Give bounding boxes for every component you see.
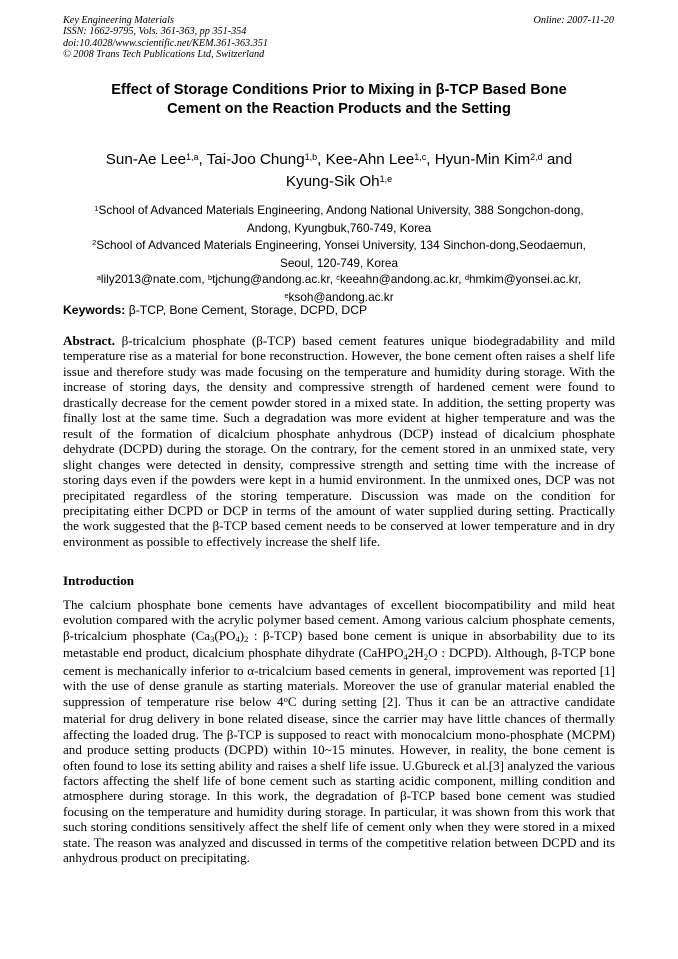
abstract-text: β-tricalcium phosphate (β-TCP) based cement features unique biodegradability and mild temperature rise as a material for bone reconstruction. However, the bone cement often raises a shelf life issue and therefore study was made focusing on the temperature and humidity during storage. With the increase of storing days, the density and compressive strength of hardened cement were found to drastically decrease for the cement powder stored in a mixed state. In addition, the setting property was finally lost at the same time. Such a degradation was more evident at higher temperature and was the result of the formation of dicalcium phosphate anhydrous (DCP) instead of dicalcium phosphate dehydrate (DCPD) during the storage. On the contrary, for the cement stored in an unmixed state, very slight changes were detected in density, compressive strength and setting time with the increase of storing days even if the powders were kept in a humid environment. In the unmixed ones, DCP was not precipitated regardless of the storing temperature. Discussion was made on the condition for precipitating either DCPD or DCP in terms of the amount of water supplied during setting. Practically the work suggested that the β-TCP based cement needs to be conserved at lower temperature and in dry environment as possible to effectively increase the shelf life. — [63, 333, 615, 549]
subscript: 4 — [235, 634, 240, 645]
author-affiliation-mark: 1,a — [186, 152, 199, 163]
intro-text: The calcium phosphate bone cements have advantages of excellent biocompatibility and mild heat evolution compared with the acrylic polymer based cement. Among various calcium phosphate cements, β-tricalcium phosphate (Ca — [63, 597, 615, 643]
author: Tai-Joo Chung — [206, 151, 305, 168]
author: Kee-Ahn Lee — [325, 151, 415, 168]
email-address: lily2013@nate.com — [100, 272, 202, 287]
abstract — [63, 333, 615, 549]
subscript: 3 — [210, 634, 215, 645]
affiliation-mark: 1 — [94, 203, 99, 213]
email-mark: e — [284, 291, 289, 301]
email-mark: d — [464, 272, 469, 282]
paper-title — [63, 81, 615, 119]
affiliation-1-line-2: Andong, Kyungbuk,760-749, Korea — [246, 221, 432, 236]
email-separator: , — [458, 272, 465, 287]
author-affiliation-mark: 1,c — [414, 152, 427, 163]
journal-name: Key Engineering Materials — [63, 15, 174, 26]
author: Sun-Ae Lee — [105, 151, 187, 168]
author: Kyung-Sik Oh — [285, 172, 380, 190]
abstract-label: Abstract. — [63, 333, 115, 348]
affiliation-2 — [63, 237, 615, 255]
intro-text: 2H — [407, 645, 424, 661]
email-address: tjchung@andong.ac.kr — [212, 272, 330, 287]
affiliation-1-line-1: School of Advanced Materials Engineering, Andong National University, 388 Songchon-dong, — [98, 203, 584, 217]
intro-text: O : DCPD). Although, β-TCP bone cement is mechanically inferior to α-tricalcium based cements in general, improvement was reported [1] with the use of dense granule as starting materials. Moreover the use of granular material enabled the suppression of temperature rise below 4 — [63, 645, 615, 709]
email-address: keeahn@andong.ac.kr — [340, 272, 459, 287]
introduction-paragraph — [63, 597, 615, 866]
doi-line: doi:10.4028/www.scientific.net/KEM.361-363.351 — [63, 37, 268, 49]
email-mark: a — [96, 272, 101, 282]
section-heading: Introduction — [63, 573, 135, 588]
issn-line: ISSN: 1662-9795, Vols. 361-363, pp 351-354 — [63, 26, 247, 38]
email-address: ksoh@andong.ac.kr — [288, 290, 394, 305]
subscript: 2 — [423, 651, 429, 662]
subscript: 4 — [403, 651, 408, 662]
affiliation-2-line-1: School of Advanced Materials Engineering, Yonsei University, 134 Sinchon-dong,Seodaemun, — [96, 237, 586, 252]
email-list — [63, 271, 615, 289]
email-mark: c — [336, 272, 341, 282]
author-affiliation-mark: 2,d — [530, 152, 543, 163]
affiliation-1 — [63, 202, 615, 220]
superscript: o — [283, 693, 288, 704]
intro-text: (PO — [214, 627, 236, 643]
email-address: hmkim@yonsei.ac.kr — [468, 272, 578, 287]
intro-text: : β-TCP) based bone cement is unique in absorbability due to its metastable end product, dicalcium phosphate dihydrate (CaHPO — [63, 627, 615, 661]
email-separator: , — [578, 272, 582, 287]
intro-text: ) — [239, 627, 245, 643]
affiliations — [63, 202, 615, 308]
email-separator: , — [201, 272, 208, 287]
author-affiliation-mark: 1,e — [379, 173, 393, 184]
keywords-text: β-TCP, Bone Cement, Storage, DCPD, DCP — [125, 303, 368, 317]
online-date: Online: 2007-11-20 — [533, 15, 614, 26]
title-line-2: Cement on the Reaction Products and the Setting — [167, 101, 511, 117]
author-separator: , — [426, 151, 435, 168]
copyright-line: © 2008 Trans Tech Publications Ltd, Switzerland — [63, 49, 265, 61]
author: Hyun-Min Kim — [434, 151, 531, 168]
subscript: 2 — [244, 634, 249, 645]
author-separator: , — [317, 151, 326, 168]
keywords-label: Keywords: — [63, 303, 126, 317]
intro-text: C during setting [2]. Thus it can be an attractive candidate material for drug delivery in bone related disease, since the carrier may have little chances of thermally affecting the loaded drug. The β-TCP is supposed to react with monocalcium mono-phosphate (MCPM) and produce setting products (DCPD) within 10~15 minutes. However, in reality, the bone cement is often found to lose its setting ability and raises a shelf life issue. U.Gbureck et al.[3] analyzed the various factors affecting the shelf life of bone cement such as starting acidic component, milling condition and atmosphere during storage. In this work, the degradation of β-TCP based bone cement was studied focusing on the temperature and humidity during storage. In particular, it was shown from this work that such storing conditions sensitively affect the shelf life of cement only when they were stored in a mixed state. The reason was analyzed and discussed in terms of the competitive relation between DCPD and its anhydrous product on precipitating. — [63, 693, 616, 866]
email-mark: b — [207, 272, 213, 282]
author-affiliation-mark: 1,b — [304, 152, 318, 163]
title-line-1: Effect of Storage Conditions Prior to Mixing in β-TCP Based Bone — [111, 82, 567, 98]
author-separator: and — [542, 151, 573, 168]
keywords — [63, 302, 615, 318]
author-list — [63, 150, 615, 193]
journal-header — [63, 15, 463, 61]
email-separator: , — [329, 272, 337, 287]
affiliation-mark: 2 — [92, 238, 97, 248]
author-separator: , — [198, 151, 207, 168]
affiliation-2-line-2: Seoul, 120-749, Korea — [279, 255, 399, 270]
